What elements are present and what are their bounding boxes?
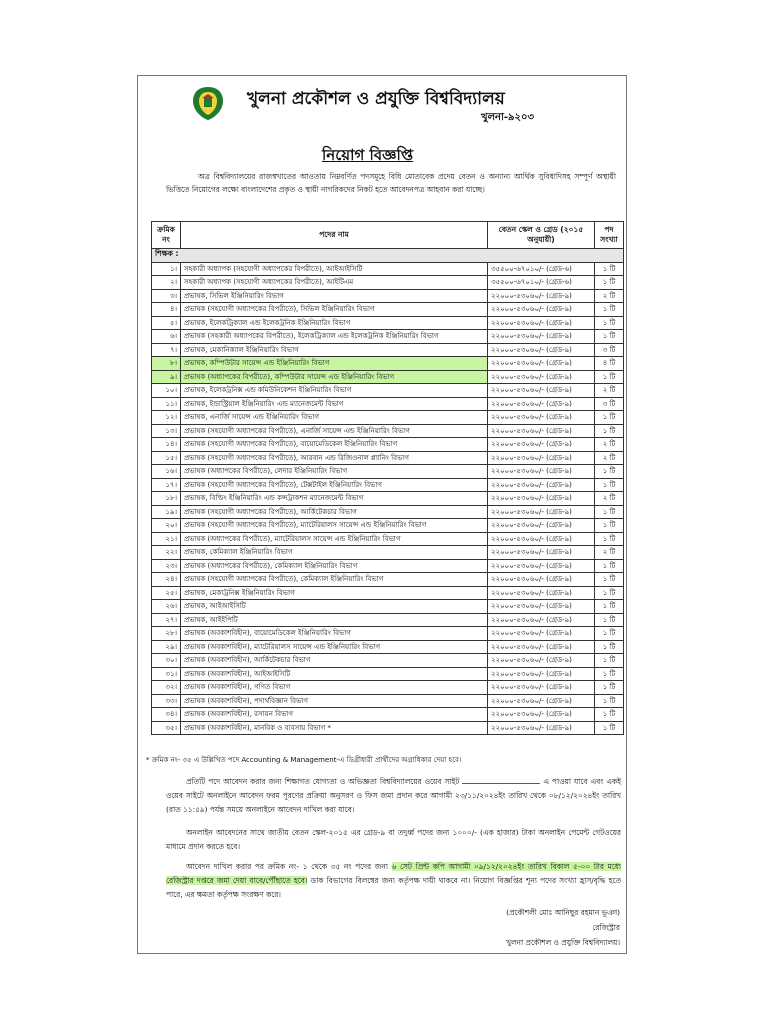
row-post-count: ২ টি [595,438,624,452]
row-pay-scale: ৩৫৫০০-৬৭০১০/- (গ্রেড-৬) [488,276,595,290]
row-pay-scale: ২২০০০-৫৩০৬০/- (গ্রেড-৯) [488,384,595,398]
row-pay-scale: ২২০০০-৫৩০৬০/- (গ্রেড-৯) [488,343,595,357]
row-post-name: প্রভাষক, আইআইসিটি [181,600,488,614]
row-post-name: প্রভাষক (অধ্যাপকের বিপরীতে), কম্পিউটার সায়েন্স এন্ড ইঞ্জিনিয়ারিং বিভাগ [181,370,488,384]
row-post-count: ১ টি [595,532,624,546]
row-post-name: প্রভাষক (অবকাশবিহীন), ম্যাটেরিয়ালস সায়েন্স এন্ড ইঞ্জিনিয়ারিং বিভাগ [181,640,488,654]
table-row [152,573,624,587]
row-pay-scale: ২২০০০-৫৩০৬০/- (গ্রেড-৯) [488,289,595,303]
table-row [152,478,624,492]
row-serial: ১৮। [152,492,181,506]
row-pay-scale: ২২০০০-৫৩০৬০/- (গ্রেড-৯) [488,330,595,344]
row-pay-scale: ২২০০০-৫৩০৬০/- (গ্রেড-৯) [488,627,595,641]
row-post-count: ১ টি [595,721,624,735]
row-post-count: ১ টি [595,519,624,533]
row-post-name: প্রভাষক, বিল্ডিং ইঞ্জিনিয়ারিং এন্ড কন্সট্রাকশন ম্যানেজমেন্ট বিভাগ [181,492,488,506]
table-row [152,411,624,425]
row-post-name: প্রভাষক, সিভিল ইঞ্জিনিয়ারিং বিভাগ [181,289,488,303]
row-post-name: প্রভাষক, কম্পিউটার সায়েন্স এন্ড ইঞ্জিনিয়ারিং বিভাগ [181,357,488,371]
table-row [152,330,624,344]
row-pay-scale: ২২০০০-৫৩০৬০/- (গ্রেড-৯) [488,721,595,735]
row-post-name: প্রভাষক (সহযোগী অধ্যাপকের বিপরীতে), ম্যাটেরিয়ালস সায়েন্স এন্ড ইঞ্জিনিয়ারিং বিভাগ [181,519,488,533]
table-row [152,397,624,411]
row-pay-scale: ২২০০০-৫৩০৬০/- (গ্রেড-৯) [488,303,595,317]
row-pay-scale: ২২০০০-৫৩০৬০/- (গ্রেড-৯) [488,519,595,533]
row-post-name: প্রভাষক (অধ্যাপকের বিপরীতে), লেদার ইঞ্জিনিয়ারিং বিভাগ [181,465,488,479]
row-pay-scale: ২২০০০-৫৩০৬০/- (গ্রেড-৯) [488,667,595,681]
signatory-designation: রেজিস্ট্রার [592,923,620,932]
row-pay-scale: ২২০০০-৫৩০৬০/- (গ্রেড-৯) [488,316,595,330]
row-serial: ১৩। [152,424,181,438]
row-pay-scale: ২২০০০-৫৩০৬০/- (গ্রেড-৯) [488,532,595,546]
row-post-count: ২ টি [595,384,624,398]
row-post-count: ১ টি [595,424,624,438]
row-post-count: ১ টি [595,708,624,722]
paragraph-application-part2: এ পাওয়া যাবে এবং একই ওয়েব সাইটে অনলাইনে আবেদন ফরম পূরণের প্রক্রিয়া অনুসরণ ও ফিস জমা প্রদান করে আগামী ২৩/১১/২০২৪ইং তারিখ থেকে ০৮/১২/২০২৪ইং তারিখ (রাত ১১:৫৯) পর্যন্ত সময়ে অনলাইনে আবেদন দাখিল করা যাবে। [166,777,621,814]
row-serial: ৯। [152,370,181,384]
table-row [152,600,624,614]
row-pay-scale: ২২০০০-৫৩০৬০/- (গ্রেড-৯) [488,424,595,438]
row-post-count: ১ টি [595,586,624,600]
table-row [152,492,624,506]
row-post-name: প্রভাষক, কেমিক্যাল ইঞ্জিনিয়ারিং বিভাগ [181,546,488,560]
table-row [152,586,624,600]
paragraph-submission-part1: আবেদন দাখিল করার পর ক্রমিক নং- ১ থেকে ৩৫ নং পদের জন্য [186,862,388,871]
row-post-name: প্রভাষক, ইলেকট্রনিক্স এন্ড কমিউনিকেশন ইঞ্জিনিয়ারিং বিভাগ [181,384,488,398]
row-pay-scale: ২২০০০-৫৩০৬০/- (গ্রেড-৯) [488,465,595,479]
row-post-name: প্রভাষক (সহযোগী অধ্যাপকের বিপরীতে), আর্কিটেকচার বিভাগ [181,505,488,519]
table-row [152,532,624,546]
row-post-name: প্রভাষক, মেকাট্রনিক্স ইঞ্জিনিয়ারিং বিভাগ [181,586,488,600]
footnote: * ক্রমিক নং- ৩৫ এ উল্লিখিত পদে Accounting & Management-এ ডিগ্রীধারী প্রার্থীদের অগ্রাধিকার দেয়া হবে। [146,756,462,764]
row-post-name: প্রভাষক (সহকারী অধ্যাপকের বিপরীতে), ইলেকট্রিক্যাল এন্ড ইলেকট্রনিক ইঞ্জিনিয়ারিং বিভাগ [181,330,488,344]
row-post-name: প্রভাষক (অবকাশবিহীন), পদার্থবিজ্ঞান বিভাগ [181,694,488,708]
signatory-name: (প্রকৌশলী মোঃ আনিছুর রহমান ভূঞা) [506,908,620,917]
row-post-name: প্রভাষক, ইলেকট্রিক্যাল এন্ড ইলেকট্রনিক ইঞ্জিনিয়ারিং বিভাগ [181,316,488,330]
row-post-name: প্রভাষক (সহযোগী অধ্যাপকের বিপরীতে), এনার্জি সায়েন্স এন্ড ইঞ্জিনিয়ারিং বিভাগ [181,424,488,438]
row-serial: ৩২। [152,681,181,695]
table-row [152,289,624,303]
row-serial: ৩৩। [152,694,181,708]
table-row [152,667,624,681]
row-pay-scale: ২২০০০-৫৩০৬০/- (গ্রেড-৯) [488,357,595,371]
row-serial: ১৯। [152,505,181,519]
university-logo [190,85,226,121]
row-pay-scale: ২২০০০-৫৩০৬০/- (গ্রেড-৯) [488,694,595,708]
row-post-name: প্রভাষক (অবকাশবিহীন), মানবিক ও ব্যবসায় বিভাগ * [181,721,488,735]
row-post-name: প্রভাষক (অবকাশবিহীন), রসায়ন বিভাগ [181,708,488,722]
row-serial: ২০। [152,519,181,533]
row-serial: ২৩। [152,559,181,573]
row-pay-scale: ২২০০০-৫৩০৬০/- (গ্রেড-৯) [488,613,595,627]
university-name: খুলনা প্রকৌশল ও প্রযুক্তি বিশ্ববিদ্যালয় [247,89,505,109]
row-pay-scale: ২২০০০-৫৩০৬০/- (গ্রেড-৯) [488,559,595,573]
paragraph-submission-part2: ডাক বিভাগের বিলম্বের জন্য কর্তৃপক্ষ দায়ী থাকবে না। নিয়োগ বিজ্ঞপ্তির শূন্য পদের সংখ্যা হ্রাস/বৃদ্ধি হতে পারে, এর ক্ষমতা কর্তৃপক্ষ সংরক্ষণ করে। [166,876,621,899]
row-serial: ৩০। [152,654,181,668]
row-post-count: ১ টি [595,627,624,641]
row-post-name: প্রভাষক (অবকাশবিহীন), গণিত বিভাগ [181,681,488,695]
row-post-count: ১ টি [595,640,624,654]
row-post-name: প্রভাষক (অবকাশবিহীন), আইআইসিটি [181,667,488,681]
row-post-count: ২ টি [595,289,624,303]
row-pay-scale: ২২০০০-৫৩০৬০/- (গ্রেড-৯) [488,451,595,465]
row-post-count: ১ টি [595,613,624,627]
row-post-count: ২ টি [595,492,624,506]
row-pay-scale: ২২০০০-৫৩০৬০/- (গ্রেড-৯) [488,505,595,519]
row-post-count: ১ টি [595,478,624,492]
row-post-count: ১ টি [595,573,624,587]
row-post-count: ১ টি [595,559,624,573]
row-serial: ৩। [152,289,181,303]
table-row [152,613,624,627]
row-post-name: প্রভাষক, মেকানিক্যাল ইঞ্জিনিয়ারিং বিভাগ [181,343,488,357]
submission-deadline-highlight: ৬ সেট প্রিন্ট কপি আগামী ০৯/১২/২০২৪ইং তারিখ বিকাল ৫-০০ টার মধ্যে রেজিস্ট্রার দপ্তরে জমা দেয়া যাবে/পৌঁছাতে হবে। [166,862,621,885]
row-serial: ২৭। [152,613,181,627]
header-pay-scale: বেতন স্কেল ও গ্রেড (২০১৫ অনুযায়ী) [488,222,595,249]
row-serial: ৩১। [152,667,181,681]
row-post-name: সহকারী অধ্যাপক (সহযোগী অধ্যাপকের বিপরীতে), আইটিএম [181,276,488,290]
row-serial: ১। [152,262,181,276]
row-serial: ২৬। [152,600,181,614]
table-row [152,546,624,560]
row-pay-scale: ৩৫৫০০-৬৭০১০/- (গ্রেড-৬) [488,262,595,276]
row-post-name: প্রভাষক, আইইপিটি [181,613,488,627]
row-serial: ২২। [152,546,181,560]
row-serial: ৭। [152,343,181,357]
table-row [152,654,624,668]
row-pay-scale: ২২০০০-৫৩০৬০/- (গ্রেড-৯) [488,546,595,560]
row-pay-scale: ২২০০০-৫৩০৬০/- (গ্রেড-৯) [488,411,595,425]
row-post-name: প্রভাষক (অধ্যাপকের বিপরীতে), কেমিক্যাল ইঞ্জিনিয়ারিং বিভাগ [181,559,488,573]
header-post-count: পদ সংখ্যা [595,222,624,249]
row-pay-scale: ২২০০০-৫৩০৬০/- (গ্রেড-৯) [488,573,595,587]
row-post-name: প্রভাষক, ইন্ডাস্ট্রিয়াল ইঞ্জিনিয়ারিং এন্ড ম্যানেজমেন্ট বিভাগ [181,397,488,411]
row-pay-scale: ২২০০০-৫৩০৬০/- (গ্রেড-৯) [488,600,595,614]
row-serial: ৩৪। [152,708,181,722]
paragraph-application-part1: প্রতিটি পদে আবেদন করার জন্য শিক্ষাগত যোগ্যতা ও অভিজ্ঞতা বিশ্ববিদ্যালয়ের ওয়েব সাইট [186,777,460,786]
row-serial: ১৭। [152,478,181,492]
table-row [152,694,624,708]
row-pay-scale: ২২০০০-৫৩০৬০/- (গ্রেড-৯) [488,586,595,600]
row-serial: ১২। [152,411,181,425]
row-serial: ১৬। [152,465,181,479]
row-post-count: ১ টি [595,654,624,668]
table-row [152,681,624,695]
row-serial: ১৪। [152,438,181,452]
table-row [152,438,624,452]
row-serial: ২৫। [152,586,181,600]
row-post-count: ১ টি [595,681,624,695]
row-pay-scale: ২২০০০-৫৩০৬০/- (গ্রেড-৯) [488,492,595,506]
row-post-count: ১ টি [595,411,624,425]
row-post-name: সহকারী অধ্যাপক (সহযোগী অধ্যাপকের বিপরীতে), আইআইসিটি [181,262,488,276]
website-link-blank[interactable] [462,775,540,784]
row-pay-scale: ২২০০০-৫৩০৬০/- (গ্রেড-৯) [488,708,595,722]
row-post-count: ১ টি [595,276,624,290]
row-pay-scale: ২২০০০-৫৩০৬০/- (গ্রেড-৯) [488,681,595,695]
table-row [152,721,624,735]
table-row [152,465,624,479]
row-serial: ২। [152,276,181,290]
table-row [152,357,624,371]
row-post-count: ১ টি [595,667,624,681]
intro-paragraph: অত্র বিশ্ববিদ্যালয়ের রাজস্বখাতের আওতায় নিম্নবর্ণিত পদসমূহে বিধি মোতাবেক প্রদেয় বেতন ও অন্যান্য আর্থিক সুবিধাদিসহ সম্পূর্ণ অস্থায়ী ভিত্তিতে নিয়োগের লক্ষ্যে বাংলাদেশের প্রকৃত ও স্থায়ী নাগরিকদের নিকট হতে আবেদনপত্র আহবান করা যাচ্ছে। [166,172,616,194]
row-serial: ৮। [152,357,181,371]
row-post-count: ২ টি [595,546,624,560]
header-serial: ক্রমিক নং [152,222,181,249]
row-serial: ২১। [152,532,181,546]
table-row [152,384,624,398]
header-post-name: পদের নাম [181,222,488,249]
table-row [152,316,624,330]
row-post-count: ১ টি [595,330,624,344]
row-post-count: ১ টি [595,262,624,276]
row-serial: ১০। [152,384,181,398]
row-post-count: ১ টি [595,316,624,330]
table-row [152,303,624,317]
table-row [152,262,624,276]
row-pay-scale: ২২০০০-৫৩০৬০/- (গ্রেড-৯) [488,397,595,411]
row-post-count: ৪ টি [595,357,624,371]
notice-title: নিয়োগ বিজ্ঞপ্তি [322,146,414,164]
row-post-name: প্রভাষক (অবকাশবিহীন), আর্কিটেকচার বিভাগ [181,654,488,668]
row-post-count: ১ টি [595,694,624,708]
row-post-count: ২ টি [595,451,624,465]
row-serial: ৬। [152,330,181,344]
row-pay-scale: ২২০০০-৫৩০৬০/- (গ্রেড-৯) [488,438,595,452]
row-pay-scale: ২২০০০-৫৩০৬০/- (গ্রেড-৯) [488,370,595,384]
row-post-name: প্রভাষক (সহযোগী অধ্যাপকের বিপরীতে), বায়োমেডিকেল ইঞ্জিনিয়ারিং বিভাগ [181,438,488,452]
row-serial: ৫। [152,316,181,330]
table-row [152,451,624,465]
row-serial: ২৯। [152,640,181,654]
table-row [152,627,624,641]
table-row [152,370,624,384]
row-post-name: প্রভাষক (অধ্যাপকের বিপরীতে), ম্যাটেরিয়ালস সায়েন্স এন্ড ইঞ্জিনিয়ারিং বিভাগ [181,532,488,546]
row-serial: ২৪। [152,573,181,587]
table-row [152,276,624,290]
paragraph-fee: অনলাইন আবেদনের সাথে জাতীয় বেতন স্কেল-২০১৫ এর গ্রেড-৯ বা তদুর্ধ্ব পদের জন্য ১০০০/- (এক হাজার) টাকা অনলাইন পেমেন্ট গেটওয়ের মাধ্যমে প্রদান করতে হবে। [166,828,621,851]
row-post-count: ১ টি [595,303,624,317]
row-post-name: প্রভাষক (সহযোগী অধ্যাপকের বিপরীতে), সিভিল ইঞ্জিনিয়ারিং বিভাগ [181,303,488,317]
row-post-count: ৩ টি [595,397,624,411]
row-post-name: প্রভাষক (সহযোগী অধ্যাপকের বিপরীতে), আরবান এন্ড রিজিওনাল প্ল্যানিং বিভাগ [181,451,488,465]
table-row [152,640,624,654]
section-teachers: শিক্ষক : [152,249,624,263]
posts-table [151,221,624,735]
table-row [152,708,624,722]
paragraph-submission [166,860,621,902]
row-post-name: প্রভাষক (অবকাশবিহীন), বায়োমেডিকেল ইঞ্জিনিয়ারিং বিভাগ [181,627,488,641]
signatory-organization: খুলনা প্রকৌশল ও প্রযুক্তি বিশ্ববিদ্যালয়। [506,938,620,947]
university-city: খুলনা-৯২০৩ [481,112,535,123]
table-row [152,559,624,573]
row-pay-scale: ২২০০০-৫৩০৬০/- (গ্রেড-৯) [488,654,595,668]
row-post-name: প্রভাষক (সহযোগী অধ্যাপকের বিপরীতে), টেক্সটাইল ইঞ্জিনিয়ারিং বিভাগ [181,478,488,492]
row-serial: ৩৫। [152,721,181,735]
row-post-name: প্রভাষক, এনার্জি সায়েন্স এন্ড ইঞ্জিনিয়ারিং বিভাগ [181,411,488,425]
row-pay-scale: ২২০০০-৫৩০৬০/- (গ্রেড-৯) [488,478,595,492]
row-serial: ২৮। [152,627,181,641]
table-row [152,505,624,519]
row-post-count: ১ টি [595,465,624,479]
table-row [152,424,624,438]
row-serial: ৪। [152,303,181,317]
row-post-count: ১ টি [595,370,624,384]
row-serial: ১৫। [152,451,181,465]
row-post-name: প্রভাষক (সহযোগী অধ্যাপকের বিপরীতে), কেমিক্যাল ইঞ্জিনিয়ারিং বিভাগ [181,573,488,587]
table-row [152,519,624,533]
paragraph-application [166,775,621,817]
row-post-count: ৩ টি [595,343,624,357]
row-serial: ১১। [152,397,181,411]
row-post-count: ১ টি [595,505,624,519]
table-row [152,343,624,357]
row-pay-scale: ২২০০০-৫৩০৬০/- (গ্রেড-৯) [488,640,595,654]
row-post-count: ১ টি [595,600,624,614]
